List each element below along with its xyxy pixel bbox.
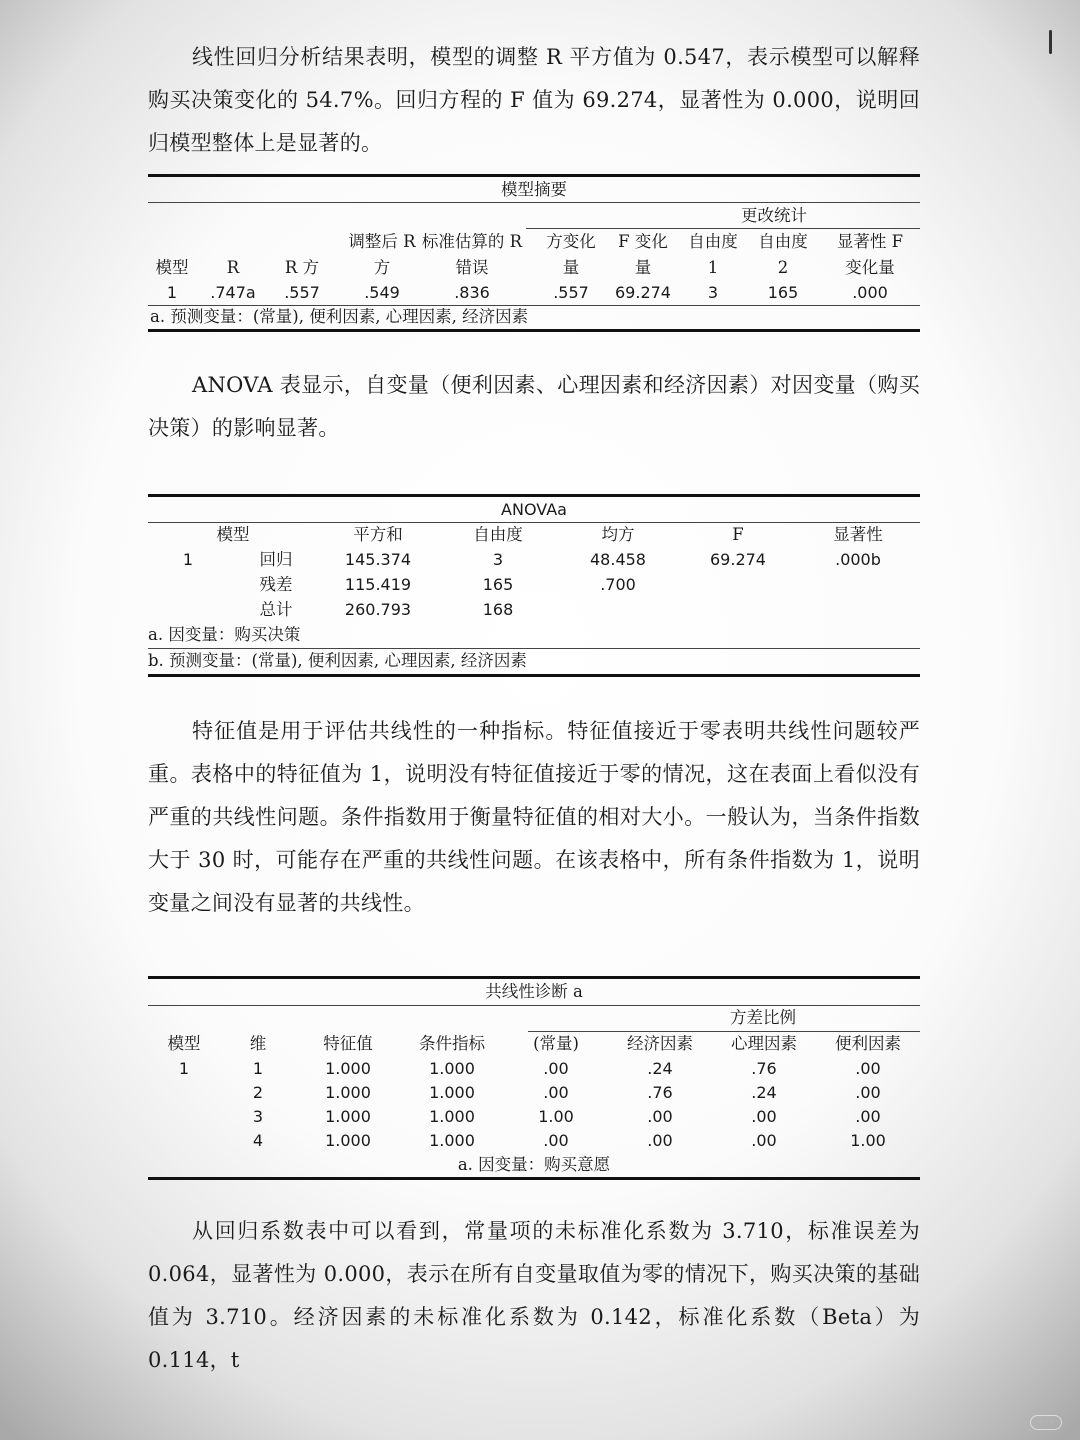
cell-economic: .76 — [647, 1083, 673, 1102]
cell-constant: .00 — [543, 1131, 569, 1150]
cell-eigenvalue: 1.000 — [325, 1107, 371, 1126]
header-f-change-line2: 量 — [634, 258, 652, 277]
title-rule — [148, 202, 920, 203]
cell-convenience: .00 — [855, 1059, 881, 1078]
header-se-line1: 标准估算的 R — [421, 232, 523, 251]
cell-dimension: 3 — [252, 1107, 264, 1126]
table-title: 共线性诊断 a — [485, 982, 583, 1001]
cell-psychological: .00 — [751, 1107, 777, 1126]
cell-r: .747a — [210, 283, 256, 302]
row-label-regression: 回归 — [259, 550, 293, 569]
cell-ms: .700 — [600, 575, 636, 594]
paragraph-3: 特征值是用于评估共线性的一种指标。特征值接近于零表明共线性问题较严重。表格中的特征值为 1，说明没有特征值接近于零的情况，这在表面上看似没有严重的共线性问题。条件指数用于衡量特征值的相对大小。一般认为，当条件指数大于 30 时，可能存在严重的共线性问题。在该表格中，所有条件指数为 1，说明变量之间没有显著的共线性。 — [148, 719, 920, 915]
header-dimension: 维 — [249, 1034, 267, 1053]
cell-df2: 165 — [767, 283, 799, 302]
table-title: ANOVAa — [501, 500, 567, 519]
header-sum-of-squares: 平方和 — [353, 525, 403, 544]
header-df2-line1: 自由度 — [758, 232, 808, 251]
cell-condition-index: 1.000 — [429, 1107, 475, 1126]
cell-psychological: .76 — [751, 1059, 777, 1078]
cell-sig: .000b — [835, 550, 881, 569]
header-mean-square: 均方 — [601, 525, 635, 544]
header-r2-change-line2: 量 — [562, 258, 580, 277]
cell-f: 69.274 — [710, 550, 766, 569]
cell-sig: .000 — [852, 283, 888, 302]
cell-ms: 48.458 — [590, 550, 646, 569]
cell-economic: .00 — [647, 1107, 673, 1126]
cell-se: .836 — [454, 283, 490, 302]
header-df1-line1: 自由度 — [688, 232, 738, 251]
anova-table — [148, 492, 920, 680]
table-note-a: a. 因变量：购买决策 — [148, 625, 301, 644]
cell-dimension: 4 — [252, 1131, 264, 1150]
table-title: 模型摘要 — [501, 180, 567, 199]
header-adj-r2-line1: 调整后 R — [348, 232, 416, 251]
collinearity-table — [148, 974, 920, 1184]
cell-eigenvalue: 1.000 — [325, 1131, 371, 1150]
header-model: 模型 — [216, 525, 250, 544]
cell-convenience: 1.00 — [850, 1131, 886, 1150]
header-psychological: 心理因素 — [731, 1034, 797, 1053]
cell-model: 1 — [178, 1059, 190, 1078]
paragraph-4: 从回归系数表中可以看到，常量项的未标准化系数为 3.710，标准误差为 0.064，显著性为 0.000，表示在所有自变量取值为零的情况下，购买决策的基础值为 3.710。经济因素的未标准化系数为 0.142，标准化系数（Beta）为 0.114，t — [148, 1219, 920, 1372]
cell-convenience: .00 — [855, 1107, 881, 1126]
cell-f-change: 69.274 — [615, 283, 671, 302]
group-rule — [526, 228, 920, 229]
paragraph-2: ANOVA 表显示，自变量（便利因素、心理因素和经济因素）对因变量（购买决策）的影响显著。 — [148, 373, 920, 440]
header-model: 模型 — [155, 258, 189, 277]
paragraph-1: 线性回归分析结果表明，模型的调整 R 平方值为 0.547，表示模型可以解释购买决策变化的 54.7%。回归方程的 F 值为 69.274，显著性为 0.000，说明回归模型整体上是显著的。 — [148, 45, 920, 155]
table-bottom-rule — [148, 1177, 920, 1180]
header-condition-index: 条件指标 — [419, 1034, 485, 1053]
row-label-residual: 残差 — [259, 575, 293, 594]
cell-df: 3 — [492, 550, 504, 569]
table-top-rule — [148, 976, 920, 979]
header-economic: 经济因素 — [627, 1034, 693, 1053]
header-convenience: 便利因素 — [835, 1034, 901, 1053]
group-header: 方差比例 — [730, 1008, 796, 1027]
table-top-rule — [148, 174, 920, 177]
cell-df: 168 — [482, 600, 514, 619]
header-r2-change-line1: 方变化 — [546, 232, 596, 251]
cell-convenience: .00 — [855, 1083, 881, 1102]
table-note-b: b. 预测变量：(常量), 便利因素, 心理因素, 经济因素 — [148, 651, 527, 670]
table-note: a. 因变量：购买意愿 — [457, 1155, 611, 1174]
header-r: R — [226, 258, 240, 277]
cell-ss: 145.374 — [344, 550, 412, 569]
cell-constant: .00 — [543, 1059, 569, 1078]
header-se-line2: 错误 — [455, 258, 489, 277]
cell-psychological: .00 — [751, 1131, 777, 1150]
table-bottom-rule — [148, 674, 920, 677]
header-eigenvalue: 特征值 — [323, 1034, 373, 1053]
cell-df1: 3 — [707, 283, 719, 302]
cell-condition-index: 1.000 — [429, 1083, 475, 1102]
cell-condition-index: 1.000 — [429, 1059, 475, 1078]
cell-constant: .00 — [543, 1083, 569, 1102]
header-sig-line1: 显著性 F — [836, 232, 904, 251]
group-header: 更改统计 — [741, 206, 807, 225]
header-model: 模型 — [167, 1034, 201, 1053]
header-df: 自由度 — [473, 525, 523, 544]
cell-ss: 115.419 — [344, 575, 412, 594]
cell-r-square: .557 — [284, 283, 320, 302]
header-sig-line2: 变化量 — [845, 258, 895, 277]
header-constant: (常量) — [533, 1034, 579, 1053]
cell-eigenvalue: 1.000 — [325, 1083, 371, 1102]
cell-model: 1 — [166, 283, 178, 302]
cell-constant: 1.00 — [538, 1107, 574, 1126]
table-note: a. 预测变量：(常量), 便利因素, 心理因素, 经济因素 — [150, 307, 529, 326]
cell-eigenvalue: 1.000 — [325, 1059, 371, 1078]
table-bottom-rule — [148, 329, 920, 332]
model-summary-table — [148, 172, 920, 332]
table-top-rule — [148, 494, 920, 497]
cell-economic: .24 — [647, 1059, 673, 1078]
cell-r2-change: .557 — [553, 283, 589, 302]
cell-adj-r2: .549 — [364, 283, 400, 302]
header-f: F — [732, 525, 744, 544]
cell-condition-index: 1.000 — [429, 1131, 475, 1150]
header-sig: 显著性 — [833, 525, 883, 544]
cell-economic: .00 — [647, 1131, 673, 1150]
cell-dimension: 1 — [252, 1059, 264, 1078]
cell-df: 165 — [482, 575, 514, 594]
header-r-square: R 方 — [284, 258, 320, 277]
cell-psychological: .24 — [751, 1083, 777, 1102]
row-label-total: 总计 — [259, 600, 293, 619]
edge-mark — [1049, 30, 1052, 54]
cell-model: 1 — [182, 550, 194, 569]
header-adj-r2-line2: 方 — [373, 258, 391, 277]
header-df2-line2: 2 — [777, 258, 789, 277]
header-f-change-line1: F 变化 — [618, 232, 668, 251]
cell-ss: 260.793 — [344, 600, 412, 619]
watermark: ◦◦◦ — [1030, 1415, 1062, 1430]
cell-dimension: 2 — [252, 1083, 264, 1102]
header-df1-line2: 1 — [707, 258, 719, 277]
